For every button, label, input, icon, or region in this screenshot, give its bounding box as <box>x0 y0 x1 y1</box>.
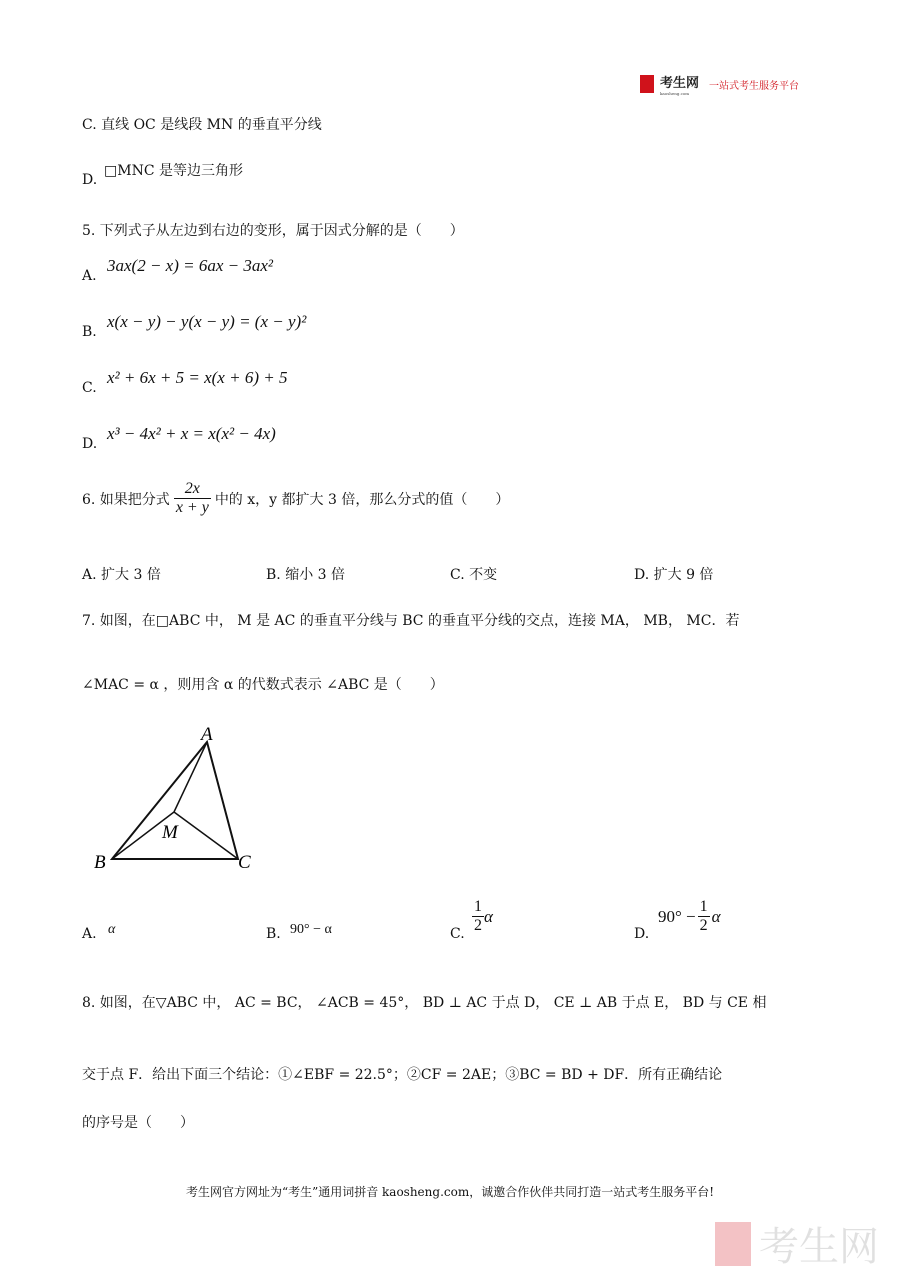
q7-d-pre: 90° − <box>658 906 696 926</box>
q5-b-label: B. <box>82 324 97 340</box>
q6-num: 2x <box>174 480 211 499</box>
footer-text: 考生网官方网址为“考生”通用词拼音 kaosheng.com，诚邀合作伙伴共同打造一站式考生服务平台! <box>185 1185 715 1199</box>
watermark-text: 考生网 <box>759 1224 879 1270</box>
q4-option-d: □MNC 是等边三角形 <box>104 163 243 179</box>
q4-option-d-label: D. <box>82 172 98 188</box>
q4-option-c: C. 直线 OC 是线段 MN 的垂直平分线 <box>82 117 322 133</box>
watermark <box>715 1215 879 1272</box>
header-logo <box>640 72 799 96</box>
q6-pre: 6. 如果把分式 <box>82 491 170 508</box>
q7-triangle-figure <box>90 720 270 880</box>
q7-d-den: 2 <box>699 917 708 934</box>
q7-a-expr: α <box>108 922 116 937</box>
q7-d-label: D. <box>634 926 650 942</box>
q7-c-expr <box>472 898 493 935</box>
q8-line3: 的序号是（ ） <box>82 1115 194 1131</box>
q5-a-expr: 3ax(2 − x) = 6ax − 3ax² <box>107 256 274 275</box>
q7-b-label: B. <box>266 926 281 942</box>
label-m: M <box>162 822 178 843</box>
q6-den: x + y <box>175 499 209 516</box>
q7-d-expr <box>658 898 721 935</box>
q7-b-expr: 90° − α <box>290 922 332 937</box>
label-b: B <box>94 852 106 873</box>
label-a: A <box>201 724 213 745</box>
q6-stem <box>82 480 509 517</box>
q8-line2: 交于点 F．给出下面三个结论：①∠EBF = 22.5°；②CF = 2AE；③BC = BD + DF．所有正确结论 <box>82 1067 723 1083</box>
q6-post: 中的 x，y 都扩大 3 倍，那么分式的值（ ） <box>214 491 510 508</box>
q6-option-c: C. 不变 <box>450 567 498 583</box>
q7-line1: 7. 如图，在□ABC 中， M 是 AC 的垂直平分线与 BC 的垂直平分线的交点，连接 MA， MB， MC．若 <box>82 613 740 629</box>
q7-c-tail: α <box>484 906 493 926</box>
q5-d-expr: x³ − 4x² + x = x(x² − 4x) <box>107 424 276 443</box>
q7-c-label: C. <box>450 926 465 942</box>
q6-option-b: B. 缩小 3 倍 <box>266 567 345 583</box>
q6-option-a: A. 扩大 3 倍 <box>82 567 161 583</box>
logo-sub: kaosheng.com <box>660 91 690 96</box>
q5-c-expr: x² + 6x + 5 = x(x + 6) + 5 <box>107 368 288 387</box>
watermark-logo-icon <box>715 1222 751 1266</box>
label-c: C <box>238 852 251 873</box>
q7-c-num: 1 <box>474 898 482 915</box>
q5-stem: 5. 下列式子从左边到右边的变形，属于因式分解的是（ ） <box>82 223 464 239</box>
q7-d-num: 1 <box>699 898 708 915</box>
q5-d-label: D. <box>82 436 98 452</box>
q5-a-label: A. <box>82 268 97 284</box>
q7-d-tail: α <box>711 906 721 926</box>
q5-c-label: C. <box>82 380 97 396</box>
q7-c-den: 2 <box>474 917 482 934</box>
q5-b-expr: x(x − y) − y(x − y) = (x − y)² <box>107 312 307 331</box>
logo-slogan: 一站式考生服务平台 <box>709 80 800 92</box>
logo-brand: 考生网 <box>660 76 700 91</box>
q7-line2: ∠MAC = α ，则用含 α 的代数式表示 ∠ABC 是（ ） <box>82 677 444 693</box>
q8-line1: 8. 如图，在▽ABC 中， AC = BC， ∠ACB = 45°， BD ⊥ AC 于点 D， CE ⊥ AB 于点 E， BD 与 CE 相 <box>82 995 767 1011</box>
q6-option-d: D. 扩大 9 倍 <box>634 567 714 583</box>
q6-fraction <box>174 480 211 517</box>
q7-a-label: A. <box>82 926 97 942</box>
logo-icon <box>640 75 654 93</box>
